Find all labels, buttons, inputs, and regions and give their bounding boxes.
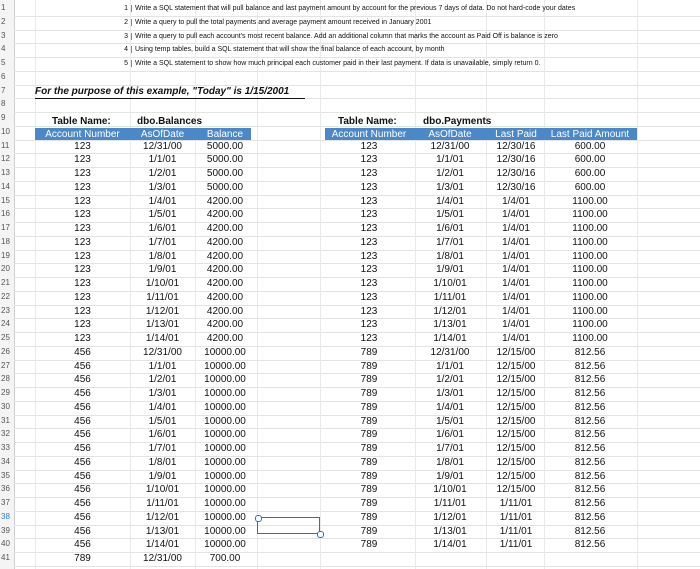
balances-cell[interactable]: 1/10/01: [145, 484, 180, 496]
payments-cell[interactable]: 12/15/00: [496, 360, 536, 372]
payments-cell[interactable]: 12/30/16: [496, 168, 536, 179]
payments-cell[interactable]: 789: [360, 388, 378, 399]
balances-cell[interactable]: 1/12/01: [145, 511, 180, 523]
payments-cell[interactable]: 789: [360, 346, 378, 358]
row-number[interactable]: 38: [1, 511, 10, 521]
selection-handle-bottom-right[interactable]: [317, 531, 324, 538]
payments-cell[interactable]: 812.56: [574, 388, 606, 399]
payments-cell[interactable]: 1/9/01: [436, 264, 464, 276]
balances-cell[interactable]: 5000.00: [206, 154, 244, 166]
payments-cell[interactable]: 12/30/16: [496, 154, 536, 166]
balances-cell[interactable]: 123: [74, 154, 91, 166]
balances-cell[interactable]: 1/8/01: [148, 250, 177, 262]
balances-cell[interactable]: 789: [74, 553, 91, 564]
payments-cell[interactable]: 1/11/01: [433, 291, 467, 303]
balances-cell[interactable]: 1/11/01: [146, 291, 179, 303]
column-gridline: [320, 0, 321, 569]
balances-cell[interactable]: 10000.00: [204, 498, 246, 509]
balances-cell[interactable]: 1/5/01: [148, 209, 177, 221]
balances-cell[interactable]: 5000.00: [206, 181, 244, 193]
payments-header-lastpaidamount: Last Paid Amount: [550, 129, 630, 140]
balances-cell[interactable]: 4200.00: [206, 223, 244, 234]
row-number[interactable]: 6: [1, 71, 6, 81]
row-gridline: [14, 16, 700, 17]
row-number[interactable]: 11: [1, 140, 10, 150]
row-number[interactable]: 39: [1, 525, 10, 535]
payments-cell[interactable]: 1/4/01: [502, 195, 530, 207]
payments-cell[interactable]: 1/4/01: [436, 195, 464, 207]
balances-cell[interactable]: 123: [74, 333, 91, 344]
balances-cell[interactable]: 4200.00: [206, 195, 244, 207]
balances-cell[interactable]: 123: [74, 250, 91, 262]
payments-cell[interactable]: 12/31/00: [430, 346, 470, 358]
payments-header-lastpaid: Last Paid: [495, 129, 537, 140]
balances-table-label: Table Name:: [52, 116, 111, 127]
balances-cell[interactable]: 123: [74, 264, 91, 276]
payments-cell[interactable]: 1/11/01: [499, 539, 533, 551]
payments-table-name: dbo.Payments: [423, 116, 492, 127]
row-number[interactable]: 23: [1, 305, 10, 315]
balances-header-account: Account Number: [45, 129, 120, 140]
payments-cell[interactable]: 12/15/00: [496, 374, 536, 386]
payments-cell[interactable]: 1/1/01: [436, 154, 464, 166]
balances-cell[interactable]: 12/31/00: [143, 346, 182, 358]
balances-cell[interactable]: 456: [74, 401, 91, 413]
payments-cell[interactable]: 123: [360, 168, 378, 179]
payments-cell[interactable]: 600.00: [574, 181, 606, 193]
payments-cell[interactable]: 1/3/01: [436, 181, 464, 193]
row-number[interactable]: 13: [1, 168, 10, 177]
payments-cell[interactable]: 812.56: [574, 498, 606, 509]
balances-cell[interactable]: 1/1/01: [148, 154, 177, 166]
payments-cell[interactable]: 789: [360, 374, 378, 386]
payments-cell[interactable]: 1/4/01: [502, 278, 530, 289]
balances-cell[interactable]: 5000.00: [206, 168, 244, 179]
payments-cell[interactable]: 1/6/01: [436, 223, 464, 234]
payments-cell[interactable]: 123: [360, 154, 378, 166]
row-number[interactable]: 8: [1, 99, 6, 109]
payments-cell[interactable]: 1/4/01: [502, 333, 530, 344]
balances-cell[interactable]: 1/1/01: [148, 360, 177, 372]
payments-cell[interactable]: 789: [360, 401, 378, 413]
row-gridline: [14, 43, 700, 44]
instruction-text: Write a query to pull each account's most recent balance. Add an additional column that marks the account as Paid Off is balance is zero: [131, 33, 558, 40]
balances-cell[interactable]: 4200.00: [206, 278, 244, 289]
payments-cell[interactable]: 12/30/16: [496, 140, 536, 152]
payments-cell[interactable]: 1/4/01: [502, 264, 530, 276]
balances-cell[interactable]: 1/3/01: [148, 388, 177, 399]
payments-cell[interactable]: 812.56: [574, 484, 606, 496]
payments-cell[interactable]: 123: [360, 333, 378, 344]
instruction-text: Write a query to pull the total payments and average payment amount received in January 2001: [131, 19, 431, 26]
payments-cell[interactable]: 1/8/01: [436, 456, 464, 468]
balances-cell[interactable]: 456: [74, 539, 91, 551]
balances-cell[interactable]: 1/7/01: [148, 236, 177, 248]
balances-cell[interactable]: 1/6/01: [148, 223, 177, 234]
payments-cell[interactable]: 12/15/00: [496, 456, 536, 468]
payments-cell[interactable]: 1/13/01: [433, 525, 467, 537]
balances-cell[interactable]: 456: [74, 484, 91, 496]
payments-cell[interactable]: 1/14/01: [433, 539, 467, 551]
payments-cell[interactable]: 1/4/01: [502, 223, 530, 234]
payments-cell[interactable]: 1/12/01: [433, 511, 467, 523]
balances-cell[interactable]: 10000.00: [204, 525, 246, 537]
payments-cell[interactable]: 812.56: [574, 346, 606, 358]
balances-cell[interactable]: 1/2/01: [148, 168, 177, 179]
payments-cell[interactable]: 1/1/01: [436, 360, 464, 372]
payments-table-label: Table Name:: [338, 116, 397, 127]
row-number[interactable]: 30: [1, 401, 10, 411]
payments-cell[interactable]: 1/5/01: [436, 415, 464, 427]
payments-cell[interactable]: 812.56: [574, 401, 606, 413]
payments-cell[interactable]: 1/4/01: [502, 236, 530, 248]
balances-cell[interactable]: 4200.00: [206, 236, 244, 248]
instruction-item: [116, 46, 444, 53]
payments-cell[interactable]: 12/31/00: [430, 140, 470, 152]
selected-cell[interactable]: [257, 517, 320, 534]
payments-cell[interactable]: 1/3/01: [436, 388, 464, 399]
payments-cell[interactable]: 1/4/01: [502, 209, 530, 221]
balances-cell[interactable]: 123: [74, 305, 91, 317]
balances-cell[interactable]: 10000.00: [204, 456, 246, 468]
payments-header-account: Account Number: [331, 129, 407, 140]
row-number[interactable]: 15: [1, 195, 10, 205]
payments-cell[interactable]: 12/15/00: [496, 388, 536, 399]
instruction-number: 2: [124, 18, 128, 26]
row-number[interactable]: 35: [1, 470, 10, 480]
instruction-number: 3: [124, 32, 128, 40]
payments-cell[interactable]: 123: [360, 305, 378, 317]
balances-cell[interactable]: 1/6/01: [148, 429, 177, 441]
payments-cell[interactable]: 812.56: [574, 360, 606, 372]
row-number[interactable]: 7: [1, 85, 6, 95]
row-number[interactable]: 14: [1, 181, 10, 191]
row-number[interactable]: 12: [1, 154, 10, 164]
balances-cell[interactable]: 10000.00: [204, 443, 246, 454]
payments-cell[interactable]: 123: [360, 223, 378, 234]
payments-cell[interactable]: 123: [360, 319, 378, 331]
column-gridline: [637, 0, 638, 569]
balances-cell[interactable]: 123: [74, 195, 91, 207]
balances-cell[interactable]: 4200.00: [206, 291, 244, 303]
balances-cell[interactable]: 1/4/01: [148, 195, 177, 207]
payments-cell[interactable]: 123: [360, 181, 378, 193]
balances-cell[interactable]: 10000.00: [204, 388, 246, 399]
balances-header-balance: Balance: [206, 129, 244, 140]
instruction-number: 5: [124, 60, 128, 67]
instruction-text: Write a SQL statement to show how much principal each customer paid in their last payment. If data is unavailable, simply return 0.: [131, 60, 540, 67]
payments-cell[interactable]: 1100.00: [572, 278, 608, 289]
balances-cell[interactable]: 10000.00: [204, 484, 246, 496]
payments-cell[interactable]: 1/11/01: [499, 511, 533, 523]
row-gridline: [14, 566, 700, 567]
balances-cell[interactable]: 700.00: [209, 553, 241, 564]
balances-cell[interactable]: 10000.00: [204, 511, 246, 523]
payments-cell[interactable]: 12/15/00: [496, 415, 536, 427]
balances-cell[interactable]: 1/5/01: [148, 415, 177, 427]
row-number[interactable]: 29: [1, 388, 10, 397]
balances-cell[interactable]: 123: [74, 168, 91, 179]
balances-cell[interactable]: 10000.00: [204, 415, 246, 427]
payments-cell[interactable]: 1/4/01: [436, 401, 464, 413]
payments-cell[interactable]: 789: [360, 470, 378, 482]
payments-cell[interactable]: 123: [360, 291, 378, 303]
row-number[interactable]: 25: [1, 333, 10, 342]
row-number[interactable]: 41: [1, 553, 10, 562]
payments-cell[interactable]: 123: [360, 209, 378, 221]
payments-cell[interactable]: 812.56: [574, 539, 606, 551]
payments-cell[interactable]: 123: [360, 236, 378, 248]
balances-cell[interactable]: 456: [74, 346, 91, 358]
payments-cell[interactable]: 1100.00: [572, 333, 608, 344]
row-number[interactable]: 20: [1, 264, 10, 274]
payments-cell[interactable]: 812.56: [574, 456, 606, 468]
row-number[interactable]: 19: [1, 250, 10, 260]
balances-cell[interactable]: 10000.00: [204, 374, 246, 386]
balances-cell[interactable]: 1/13/01: [145, 525, 180, 537]
payments-cell[interactable]: 1/7/01: [436, 443, 464, 454]
payments-cell[interactable]: 1/2/01: [436, 168, 464, 179]
instruction-text: Write a SQL statement that will pull balance and last payment amount by account for the previous 7 days of data. Do not hard-code your dates: [131, 5, 575, 12]
payments-cell[interactable]: 1/8/01: [436, 250, 464, 262]
payments-cell[interactable]: 12/30/16: [496, 181, 536, 193]
row-number[interactable]: 21: [1, 278, 10, 287]
instruction-number: 1: [124, 5, 128, 12]
payments-cell[interactable]: 1/5/01: [436, 209, 464, 221]
row-number[interactable]: 31: [1, 415, 10, 425]
payments-cell[interactable]: 1100.00: [572, 291, 608, 303]
payments-cell[interactable]: 123: [360, 250, 378, 262]
payments-cell[interactable]: 1100.00: [572, 236, 608, 248]
payments-cell[interactable]: 600.00: [574, 140, 606, 152]
payments-cell[interactable]: 1100.00: [572, 223, 608, 234]
payments-cell[interactable]: 12/15/00: [496, 484, 536, 496]
row-number[interactable]: 1: [1, 3, 6, 12]
balances-cell[interactable]: 10000.00: [204, 401, 246, 413]
payments-cell[interactable]: 812.56: [574, 525, 606, 537]
payments-cell[interactable]: 12/15/00: [496, 429, 536, 441]
payments-cell[interactable]: 1100.00: [572, 195, 608, 207]
balances-cell[interactable]: 4200.00: [206, 209, 244, 221]
balances-cell[interactable]: 12/31/00: [143, 553, 182, 564]
selection-handle-top-left[interactable]: [255, 515, 262, 522]
payments-cell[interactable]: 1/13/01: [433, 319, 467, 331]
balances-cell[interactable]: 1/8/01: [148, 456, 177, 468]
payments-cell[interactable]: 1/4/01: [502, 319, 530, 331]
balances-cell[interactable]: 123: [74, 223, 91, 234]
payments-cell[interactable]: 789: [360, 498, 378, 509]
balances-cell[interactable]: 5000.00: [206, 140, 244, 152]
payments-cell[interactable]: 600.00: [574, 154, 606, 166]
payments-cell[interactable]: 123: [360, 264, 378, 276]
balances-cell[interactable]: 1/13/01: [145, 319, 180, 331]
balances-cell[interactable]: 4200.00: [206, 305, 244, 317]
balances-cell[interactable]: 123: [74, 209, 91, 221]
row-number[interactable]: 5: [1, 58, 6, 67]
balances-cell[interactable]: 10000.00: [204, 470, 246, 482]
balances-cell[interactable]: 10000.00: [204, 429, 246, 441]
row-number[interactable]: 36: [1, 484, 10, 494]
balances-cell[interactable]: 4200.00: [206, 250, 244, 262]
balances-cell[interactable]: 1/11/01: [146, 498, 179, 509]
row-gridline: [14, 112, 700, 113]
row-number[interactable]: 16: [1, 209, 10, 219]
row-number[interactable]: 18: [1, 236, 10, 246]
payments-cell[interactable]: 12/15/00: [496, 470, 536, 482]
payments-cell[interactable]: 12/15/00: [496, 346, 536, 358]
row-gridline: [14, 30, 700, 31]
payments-cell[interactable]: 789: [360, 456, 378, 468]
payments-cell[interactable]: 1/11/01: [499, 525, 533, 537]
row-number[interactable]: 24: [1, 319, 10, 329]
payments-cell[interactable]: 789: [360, 415, 378, 427]
balances-cell[interactable]: 456: [74, 360, 91, 372]
balances-cell[interactable]: 12/31/00: [143, 140, 182, 152]
payments-cell[interactable]: 1100.00: [572, 264, 608, 276]
row-number[interactable]: 40: [1, 539, 10, 549]
balances-cell[interactable]: 4200.00: [206, 264, 244, 276]
payments-cell[interactable]: 789: [360, 539, 378, 551]
balances-cell[interactable]: 1/4/01: [148, 401, 177, 413]
balances-cell[interactable]: 456: [74, 470, 91, 482]
balances-cell[interactable]: 1/9/01: [148, 264, 177, 276]
balances-cell[interactable]: 123: [74, 319, 91, 331]
payments-cell[interactable]: 123: [360, 140, 378, 152]
payments-cell[interactable]: 1/7/01: [436, 236, 464, 248]
row-number[interactable]: 28: [1, 374, 10, 384]
row-number[interactable]: 26: [1, 346, 10, 356]
payments-cell[interactable]: 789: [360, 429, 378, 441]
payments-cell[interactable]: 1100.00: [572, 305, 608, 317]
balances-cell[interactable]: 4200.00: [206, 319, 244, 331]
payments-cell[interactable]: 1/9/01: [436, 470, 464, 482]
payments-cell[interactable]: 1/12/01: [433, 305, 467, 317]
balances-cell[interactable]: 456: [74, 429, 91, 441]
balances-cell[interactable]: 1/7/01: [148, 443, 177, 454]
row-number[interactable]: 32: [1, 429, 10, 439]
balances-cell[interactable]: 123: [74, 278, 91, 289]
balances-cell[interactable]: 1/12/01: [145, 305, 180, 317]
balances-header-asofdate: AsOfDate: [140, 129, 185, 140]
balances-cell[interactable]: 1/3/01: [148, 181, 177, 193]
payments-cell[interactable]: 1/10/01: [433, 484, 467, 496]
payments-cell[interactable]: 1/4/01: [502, 250, 530, 262]
payments-cell[interactable]: 789: [360, 443, 378, 454]
payments-cell[interactable]: 1/14/01: [433, 333, 467, 344]
balances-cell[interactable]: 456: [74, 415, 91, 427]
row-number[interactable]: 34: [1, 456, 10, 466]
today-note: For the purpose of this example, "Today" is 1/15/2001: [35, 86, 305, 99]
payments-cell[interactable]: 1/11/01: [499, 498, 533, 509]
payments-cell[interactable]: 1/11/01: [433, 498, 467, 509]
payments-cell[interactable]: 812.56: [574, 511, 606, 523]
balances-cell[interactable]: 456: [74, 456, 91, 468]
row-number[interactable]: 4: [1, 44, 6, 54]
instruction-item: [116, 60, 540, 67]
payments-cell[interactable]: 789: [360, 511, 378, 523]
balances-cell[interactable]: 123: [74, 181, 91, 193]
balances-cell[interactable]: 10000.00: [204, 346, 246, 358]
payments-cell[interactable]: 1100.00: [572, 250, 608, 262]
payments-cell[interactable]: 789: [360, 525, 378, 537]
payments-cell[interactable]: 1/2/01: [436, 374, 464, 386]
balances-cell[interactable]: 1/14/01: [145, 539, 180, 551]
payments-cell[interactable]: 1/4/01: [502, 305, 530, 317]
row-number[interactable]: 17: [1, 223, 10, 232]
instruction-number: 4: [124, 46, 128, 54]
instruction-item: [116, 33, 558, 40]
payments-cell[interactable]: 812.56: [574, 443, 606, 454]
row-gridline: [14, 57, 700, 58]
balances-cell[interactable]: 4200.00: [206, 333, 244, 344]
balances-cell[interactable]: 456: [74, 511, 91, 523]
payments-cell[interactable]: 600.00: [574, 168, 606, 179]
payments-cell[interactable]: 123: [360, 195, 378, 207]
row-number[interactable]: 22: [1, 291, 10, 301]
payments-cell[interactable]: 123: [360, 278, 378, 289]
row-number[interactable]: 3: [1, 30, 6, 40]
payments-cell[interactable]: 812.56: [574, 374, 606, 386]
balances-cell[interactable]: 123: [74, 140, 91, 152]
payments-cell[interactable]: 812.56: [574, 415, 606, 427]
balances-cell[interactable]: 456: [74, 443, 91, 454]
payments-cell[interactable]: 1100.00: [572, 319, 608, 331]
balances-cell[interactable]: 1/14/01: [145, 333, 180, 344]
payments-cell[interactable]: 789: [360, 360, 378, 372]
balances-cell[interactable]: 10000.00: [204, 539, 246, 551]
balances-cell[interactable]: 456: [74, 374, 91, 386]
row-number[interactable]: 9: [1, 113, 6, 122]
payments-cell[interactable]: 1/10/01: [433, 278, 467, 289]
balances-cell[interactable]: 1/2/01: [148, 374, 177, 386]
balances-cell[interactable]: 123: [74, 236, 91, 248]
instruction-item: [116, 5, 575, 12]
balances-table-name: dbo.Balances: [137, 116, 203, 127]
payments-cell[interactable]: 1/6/01: [436, 429, 464, 441]
balances-cell[interactable]: 123: [74, 291, 91, 303]
payments-cell[interactable]: 789: [360, 484, 378, 496]
payments-cell[interactable]: 1/4/01: [502, 291, 530, 303]
balances-cell[interactable]: 1/10/01: [145, 278, 180, 289]
balances-cell[interactable]: 10000.00: [204, 360, 246, 372]
payments-cell[interactable]: 12/15/00: [496, 401, 536, 413]
payments-cell[interactable]: 12/15/00: [496, 443, 536, 454]
balances-cell[interactable]: 456: [74, 388, 91, 399]
payments-header-asofdate: AsOfDate: [428, 129, 472, 140]
row-number[interactable]: 10: [1, 126, 10, 136]
row-number[interactable]: 27: [1, 360, 10, 370]
row-number[interactable]: 33: [1, 443, 10, 452]
row-number[interactable]: 37: [1, 498, 10, 507]
instruction-item: [116, 19, 431, 26]
payments-cell[interactable]: 1100.00: [572, 209, 608, 221]
row-gridline: [14, 71, 700, 72]
payments-cell[interactable]: 812.56: [574, 429, 606, 441]
balances-cell[interactable]: 1/9/01: [148, 470, 177, 482]
balances-cell[interactable]: 456: [74, 525, 91, 537]
balances-cell[interactable]: 456: [74, 498, 91, 509]
instruction-text: Using temp tables, build a SQL statement that will show the final balance of each account, by month: [131, 46, 444, 53]
payments-cell[interactable]: 812.56: [574, 470, 606, 482]
row-number[interactable]: 2: [1, 16, 6, 26]
